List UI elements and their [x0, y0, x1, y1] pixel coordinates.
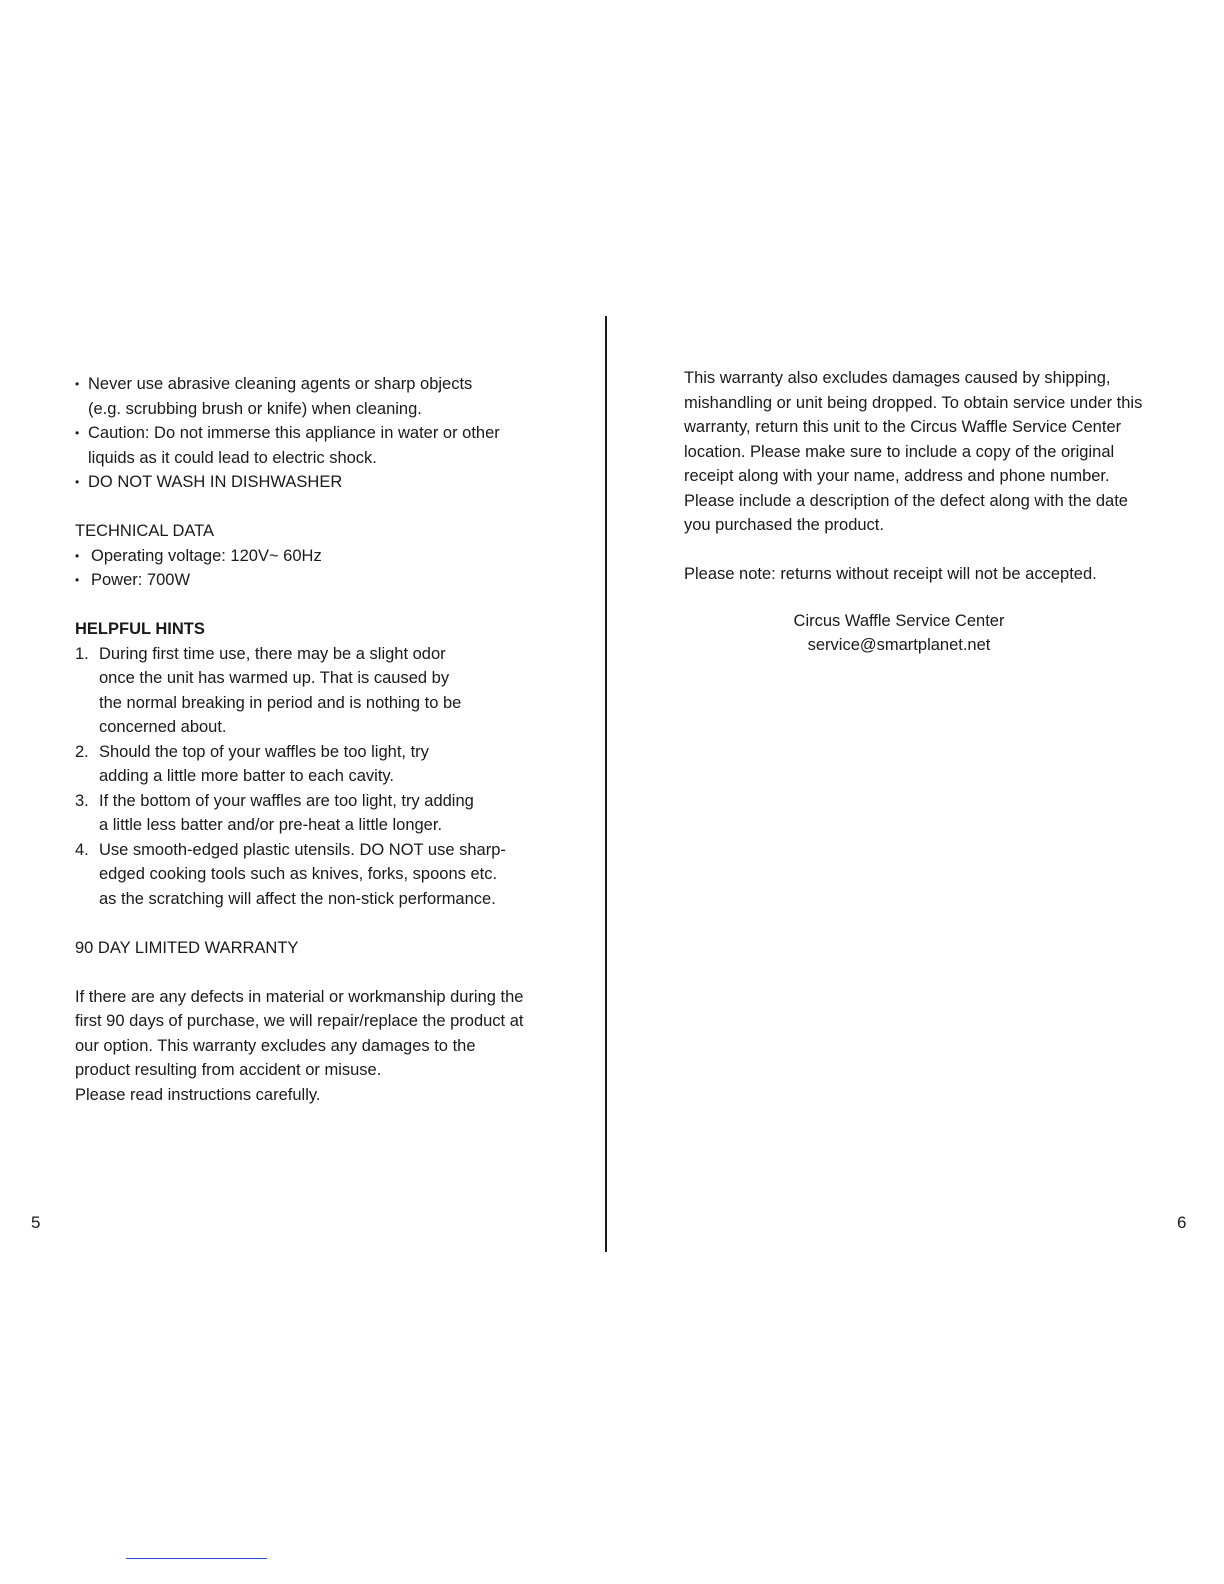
helpful-hints-list — [75, 642, 555, 912]
hint-number: 2. — [75, 742, 89, 761]
cleaning-item: • Never use abrasive cleaning agents or sharp objects (e.g. scrubbing brush or knife) when cleaning. — [75, 372, 498, 421]
hint-number: 1. — [75, 644, 89, 663]
hint-item — [75, 789, 474, 838]
right-page-content — [684, 366, 1154, 658]
technical-data-list — [75, 544, 555, 593]
hint-item — [75, 642, 469, 740]
left-page-content — [75, 372, 555, 1107]
center-fold-divider — [605, 316, 607, 1252]
hint-item — [75, 740, 459, 789]
service-center-block — [684, 609, 1114, 658]
technical-data-heading: TECHNICAL DATA — [75, 522, 215, 540]
hint-text: If the bottom of your waffles are too light, try adding a little less batter and/or pre-heat a little longer. — [99, 791, 474, 834]
hint-item — [75, 838, 509, 912]
page-number-left: 5 — [31, 1213, 41, 1232]
page-number-right: 6 — [1177, 1213, 1187, 1232]
hint-text: Use smooth-edged plastic utensils. DO NOT use sharp-edged cooking tools such as knives, forks, spoons etc. as the scratching will affect the non-stick performance. — [99, 840, 506, 908]
footer-rule — [126, 1558, 267, 1559]
warranty-heading: 90 DAY LIMITED WARRANTY — [75, 938, 299, 957]
receipt-note: Please note: returns without receipt will not be accepted. — [684, 565, 1097, 583]
hint-number: 3. — [75, 791, 89, 810]
cleaning-list — [75, 372, 555, 495]
technical-item: • Operating voltage: 120V~ 60Hz — [75, 544, 555, 569]
read-instructions-note: Please read instructions carefully. — [75, 1085, 321, 1104]
helpful-hints-heading: HELPFUL HINTS — [75, 620, 205, 638]
service-center-name: Circus Waffle Service Center — [793, 611, 1005, 630]
hint-text: During first time use, there may be a slight odor once the unit has warmed up. That is caused by the normal breaking in period and is nothing to be concerned about. — [99, 644, 462, 736]
cleaning-item: • DO NOT WASH IN DISHWASHER — [75, 470, 555, 495]
warranty-exclusions: This warranty also excludes damages caused by shipping, mishandling or unit being dropped. To obtain service under this warranty, return this unit to the Circus Waffle Service Center location. Please make sure to include a copy of the original receipt along with your name, address and phone number. Please include a description of the defect along with the date you purchased the product. — [684, 369, 1143, 534]
hint-number: 4. — [75, 840, 89, 859]
service-email: service@smartplanet.net — [807, 636, 991, 654]
warranty-body: If there are any defects in material or workmanship during the first 90 days of purchase, we will repair/replace the product at our option. This warranty excludes any damages to the product resulting from accident or misuse. — [75, 987, 524, 1079]
cleaning-item: • Caution: Do not immerse this appliance in water or other liquids as it could lead to electric shock. — [75, 421, 528, 470]
hint-text: Should the top of your waffles be too light, try adding a little more batter to each cavity. — [99, 742, 429, 785]
technical-item: • Power: 700W — [75, 568, 555, 593]
